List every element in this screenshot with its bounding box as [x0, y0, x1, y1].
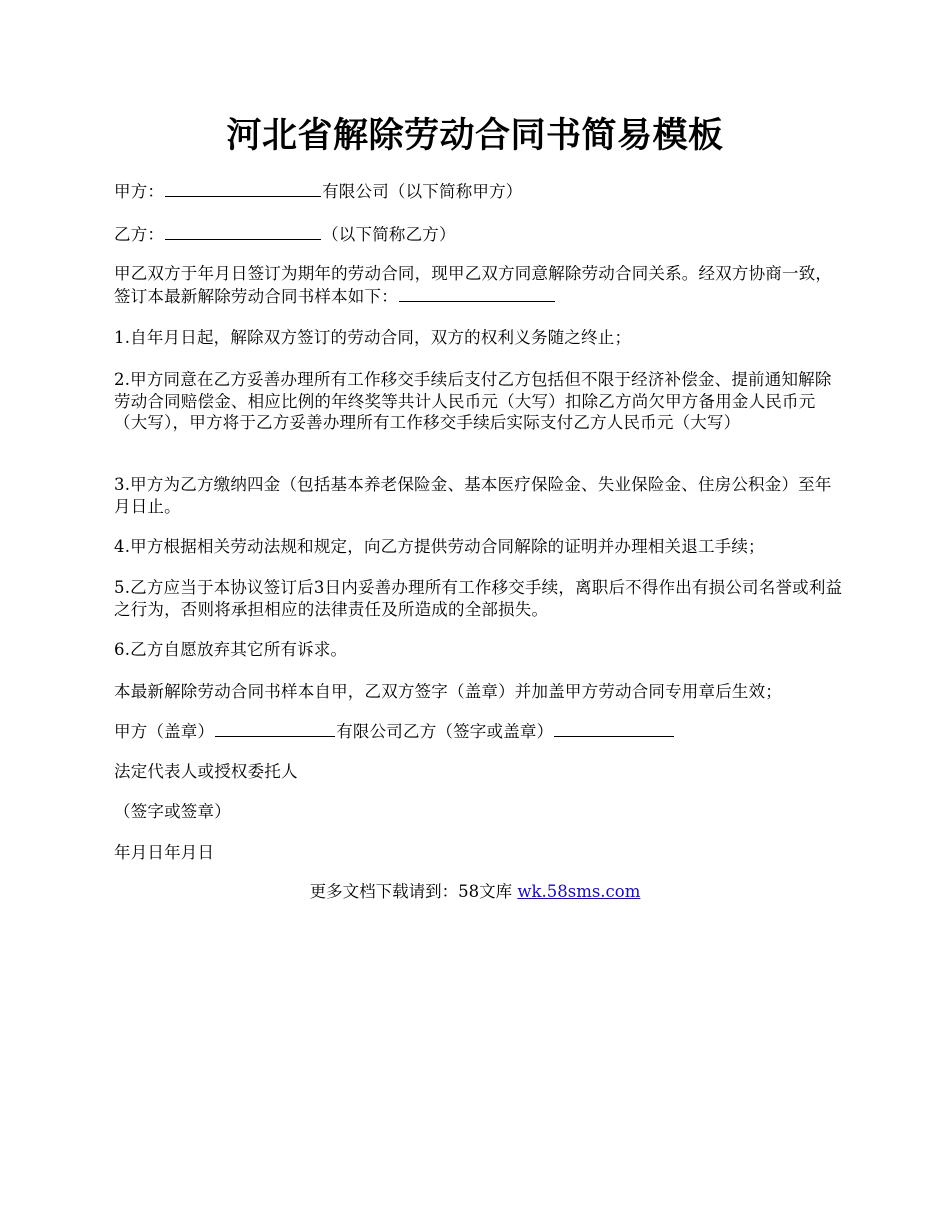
legal-representative: 法定代表人或授权委托人: [114, 762, 298, 781]
clause-2: 2.甲方同意在乙方妥善办理所有工作移交手续后支付乙方包括但不限于经济补偿金、提前通知解除劳动合同赔偿金、相应比例的年终奖等共计人民币元（大写）扣除乙方尚欠甲方备用金人民币元（大写），甲方将于乙方妥善办理所有工作移交手续后实际支付乙方人民币元（大写）: [114, 370, 832, 432]
clause-1: 1.自年月日起，解除双方签订的劳动合同，双方的权利义务随之终止；: [114, 328, 632, 347]
footer: [0, 881, 950, 903]
party-b-label: 乙方：: [114, 225, 165, 244]
party-b-line: [114, 223, 456, 246]
footer-text: 更多文档下载请到：58文库: [309, 882, 518, 901]
clause-6: 6.乙方自愿放弃其它所有诉求。: [114, 640, 348, 659]
signature-middle-text: 有限公司乙方（签字或盖章）: [336, 722, 554, 741]
date-line: 年月日年月日: [114, 843, 215, 862]
signature-line: [114, 720, 675, 743]
party-a-label: 甲方：: [114, 182, 165, 201]
effective-clause: 本最新解除劳动合同书样本自甲，乙双方签字（盖章）并加盖甲方劳动合同专用章后生效；: [114, 682, 782, 701]
footer-link[interactable]: wk.58sms.com: [517, 882, 641, 901]
clause-4: 4.甲方根据相关劳动法规和规定，向乙方提供劳动合同解除的证明并办理相关退工手续；: [114, 537, 765, 556]
clause-5: 5.乙方应当于本协议签订后3日内妥善办理所有工作移交手续，离职后不得作出有损公司名誉或利益之行为，否则将承担相应的法律责任及所造成的全部损失。: [114, 578, 843, 619]
party-a-suffix: 有限公司（以下简称甲方）: [322, 182, 523, 201]
document-title: 河北省解除劳动合同书简易模板: [226, 115, 724, 156]
signature-party-b-blank: [554, 720, 674, 737]
party-b-blank: [165, 223, 321, 240]
party-b-suffix: （以下简称乙方）: [322, 225, 456, 244]
party-a-line: [114, 180, 523, 203]
sign-note: （签字或签章）: [114, 802, 231, 821]
intro-text: 甲乙双方于年月日签订为期年的劳动合同，现甲乙双方同意解除劳动合同关系。经双方协商一致，签订本最新解除劳动合同书样本如下：: [114, 264, 833, 306]
clause-3: 3.甲方为乙方缴纳四金（包括基本养老保险金、基本医疗保险金、失业保险金、住房公积金）至年月日止。: [114, 475, 832, 516]
intro-paragraph: [114, 263, 844, 307]
intro-blank: [399, 285, 555, 302]
signature-party-a-blank: [215, 720, 335, 737]
signature-party-a-label: 甲方（盖章）: [114, 722, 215, 741]
party-a-blank: [165, 180, 321, 197]
